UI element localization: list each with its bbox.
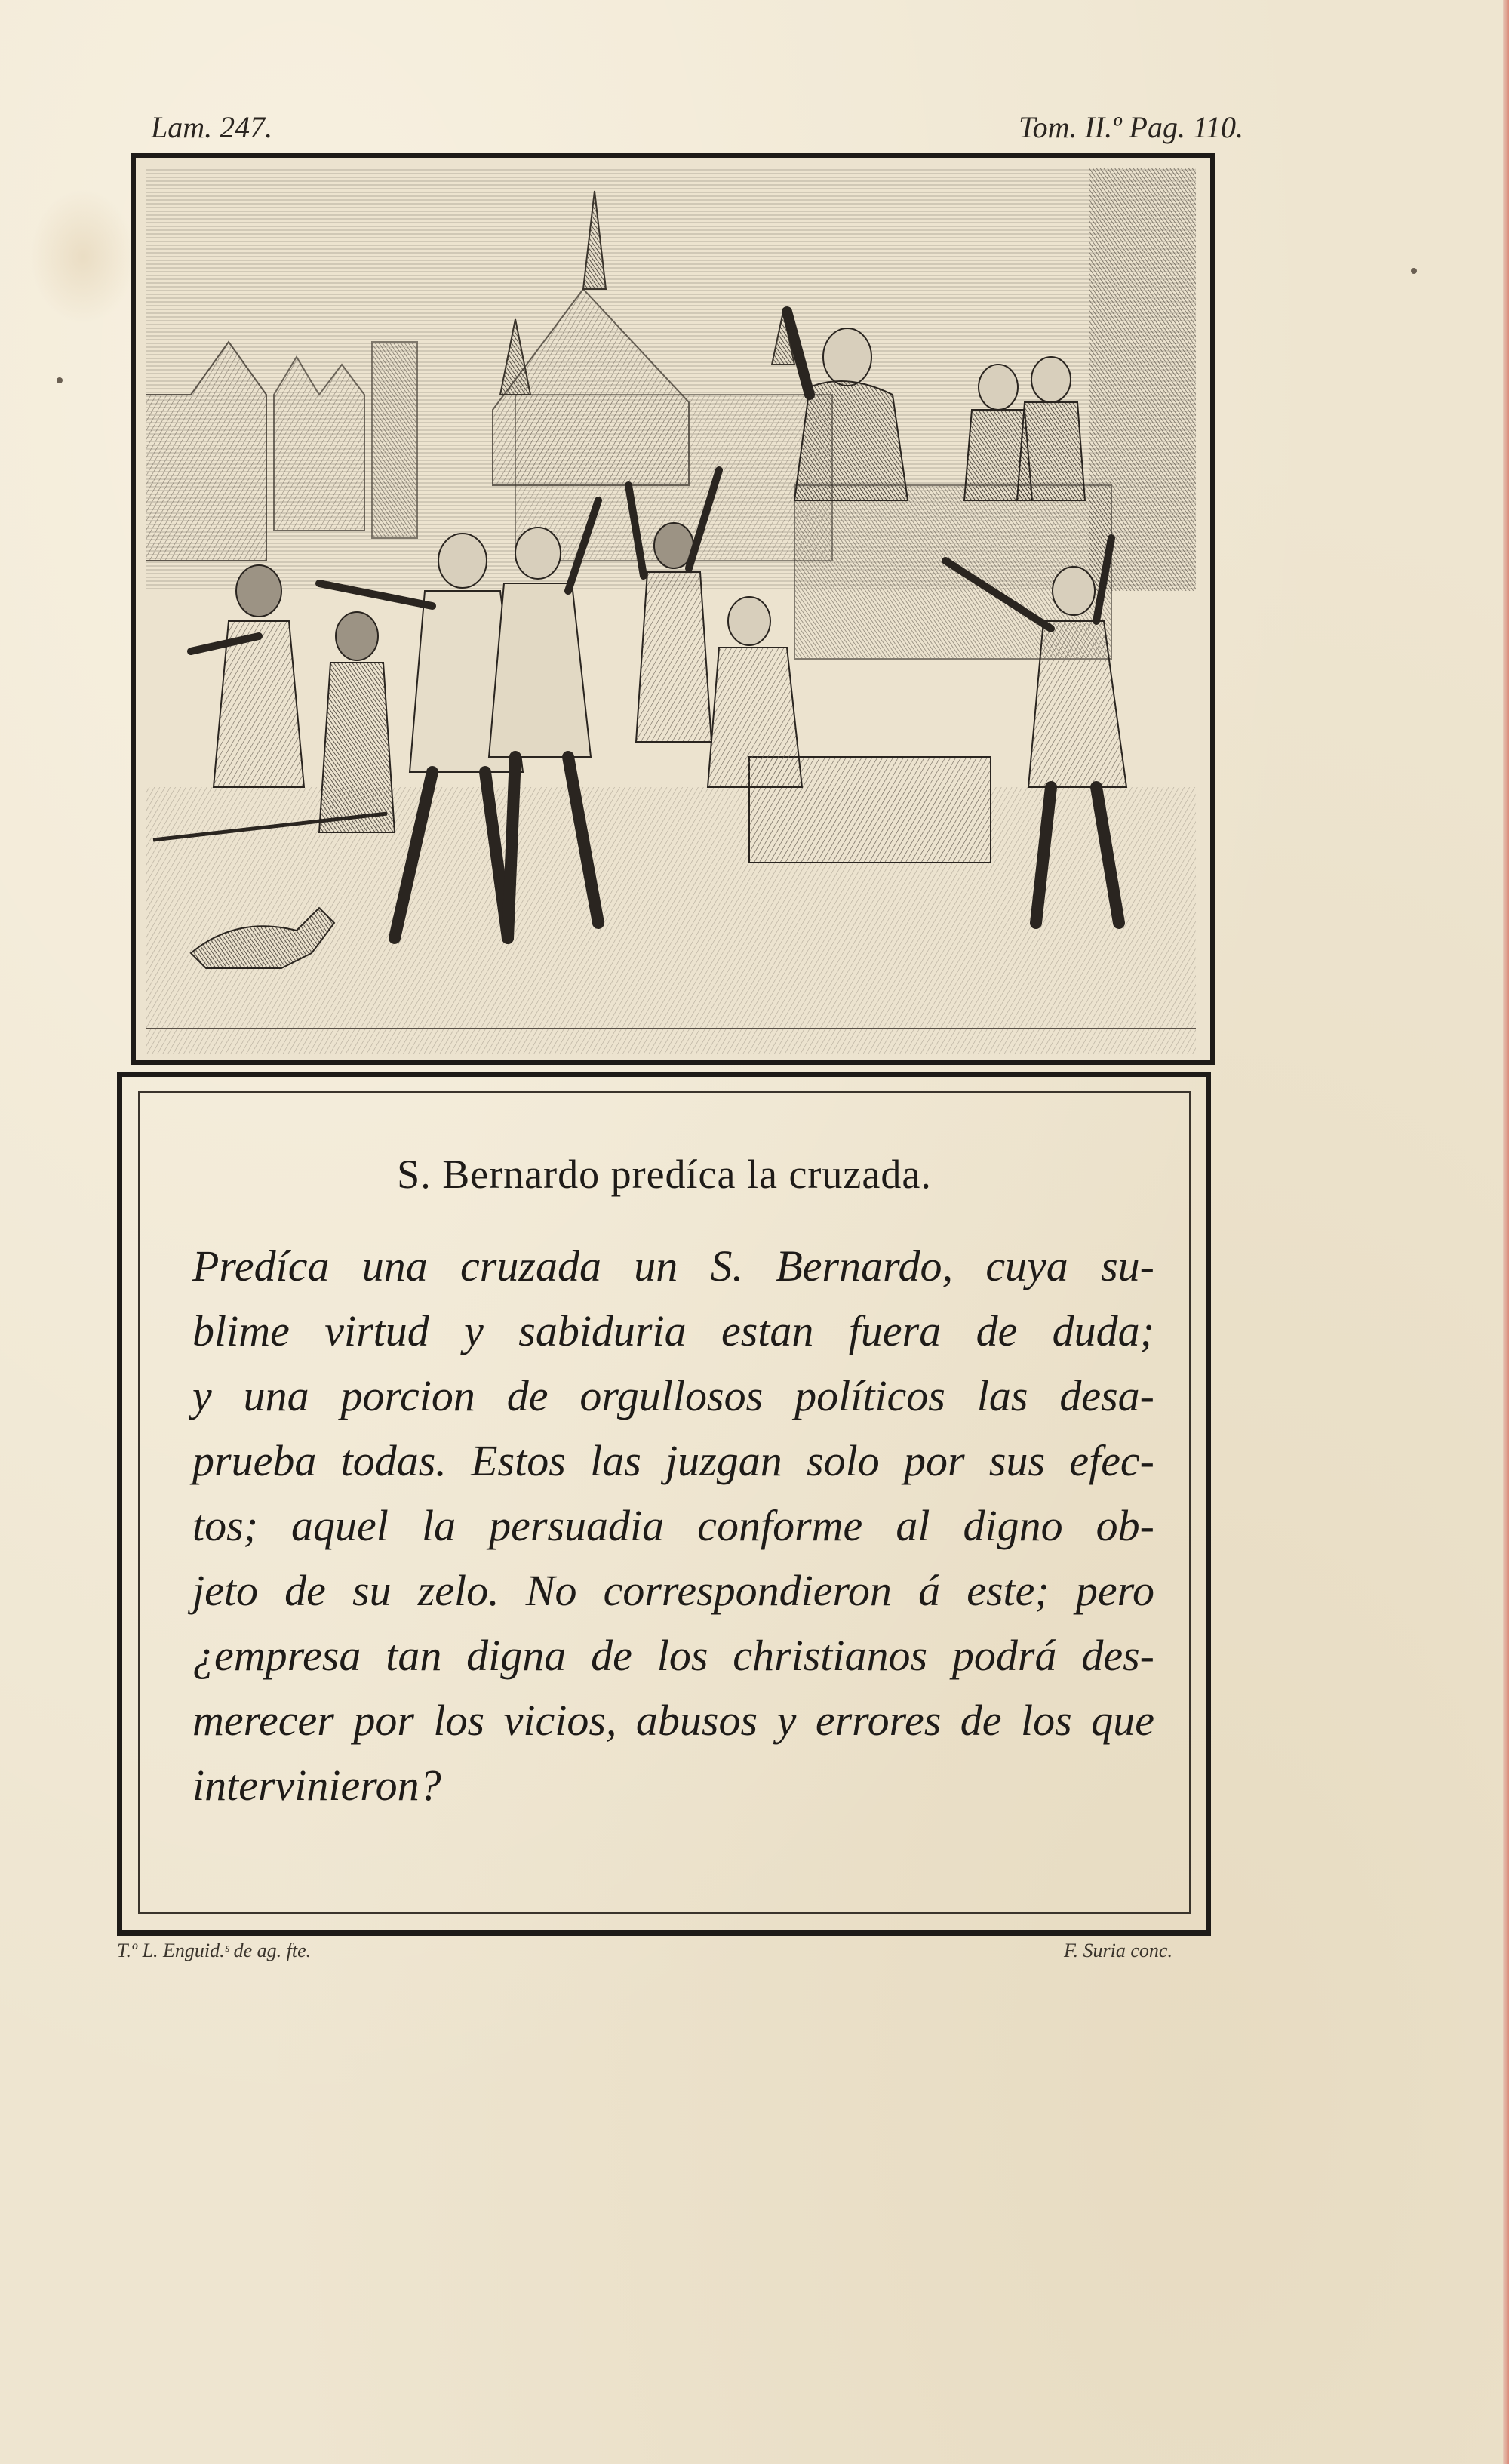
- engraver-credit: T.º L. Enguid.ˢ de ag. fte.: [117, 1940, 312, 1961]
- caption-line: blime virtud y sabiduria estan fuera de duda;: [192, 1306, 1154, 1355]
- engraving-illustration: [146, 168, 1196, 1054]
- volume-page-reference: Tom. II.º Pag. 110.: [1019, 110, 1243, 144]
- caption-line: prueba todas. Estos las juzgan solo por sus efec-: [192, 1436, 1154, 1485]
- foxing-spot: [57, 377, 63, 383]
- foxing-spot: [1411, 268, 1417, 274]
- caption-line: jeto de su zelo. No correspondieron á este; pero: [192, 1566, 1154, 1615]
- caption-line: intervinieron?: [192, 1761, 441, 1810]
- plate-title: S. Bernardo predíca la cruzada.: [397, 1152, 932, 1197]
- caption-body: [192, 1234, 1154, 1818]
- caption-line: ¿empresa tan digna de los christianos podrá des-: [192, 1631, 1154, 1680]
- plate-number: Lam. 247.: [151, 110, 273, 144]
- caption-line: tos; aquel la persuadia conforme al digno ob-: [192, 1501, 1154, 1550]
- draftsman-credit: F. Suria conc.: [1064, 1940, 1172, 1961]
- caption-line: Predíca una cruzada un S. Bernardo, cuya su-: [192, 1241, 1154, 1290]
- caption-line: merecer por los vicios, abusos y errores de los que: [192, 1696, 1154, 1745]
- caption-line: y una porcion de orgullosos políticos las desa-: [192, 1371, 1154, 1420]
- paper-stain: [30, 189, 136, 325]
- page-edge: [1503, 0, 1509, 2464]
